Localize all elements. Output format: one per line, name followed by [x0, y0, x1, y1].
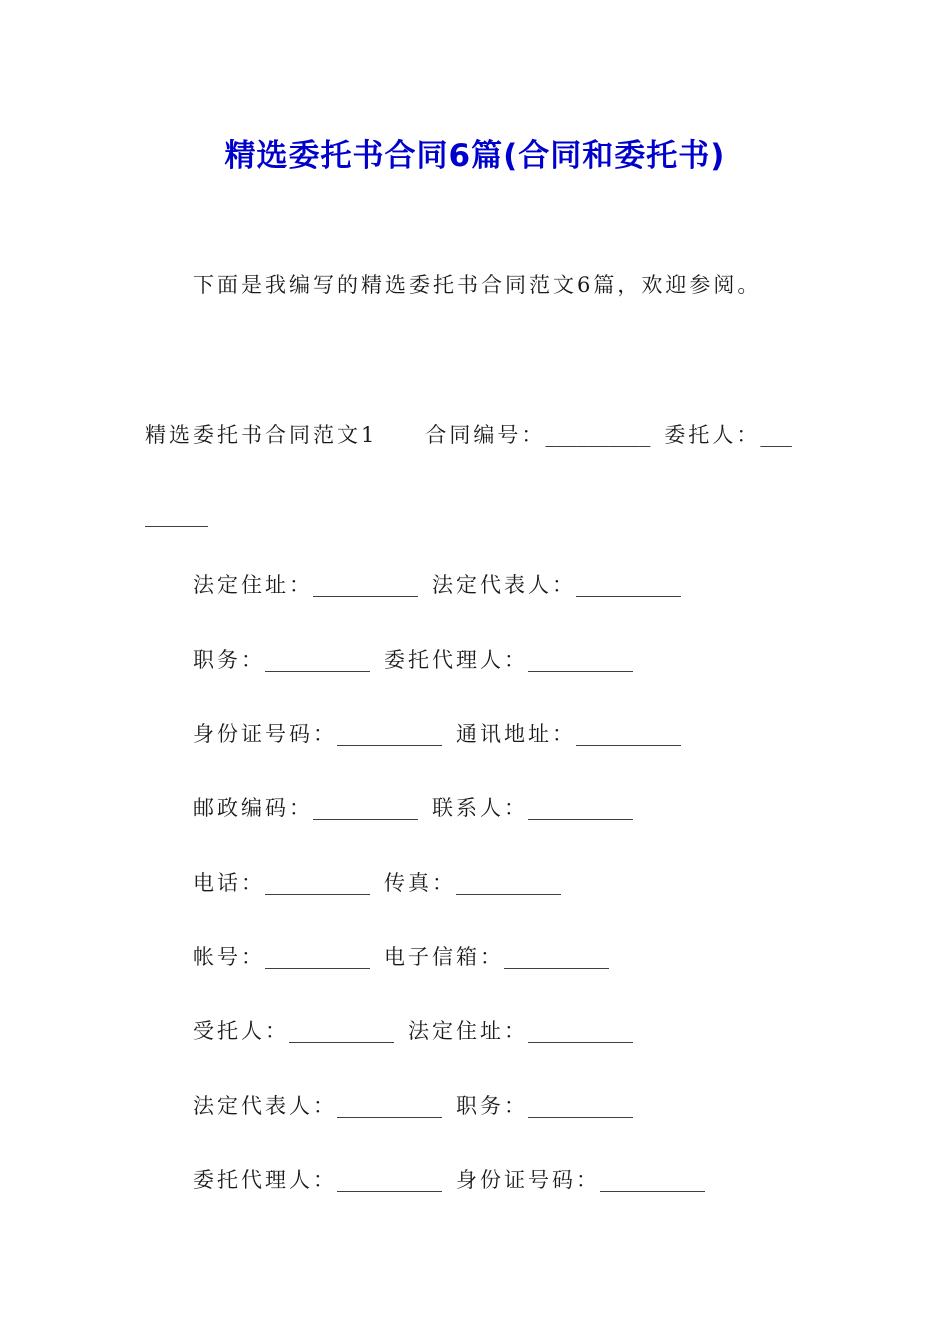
- contract-number-label: 合同编号：: [425, 423, 546, 447]
- field-label: 身份证号码：: [193, 722, 337, 746]
- field-row: [193, 1165, 705, 1195]
- document-title: 精选委托书合同6篇(合同和委托书): [224, 138, 726, 174]
- field-label: 法定代表人：: [193, 1094, 337, 1118]
- field-label: 受托人：: [193, 1019, 289, 1043]
- field-label: 电话：: [193, 871, 265, 895]
- field-blank: __________: [528, 796, 633, 820]
- field-label: 委托代理人：: [384, 648, 528, 672]
- field-label: 联系人：: [432, 796, 528, 820]
- field-label: 职务：: [193, 648, 265, 672]
- section-label: 精选委托书合同范文1: [145, 423, 378, 447]
- field-blank: __________: [456, 871, 561, 895]
- field-label: 传真：: [384, 871, 456, 895]
- field-blank: __________: [528, 1094, 633, 1118]
- field-blank: __________: [289, 1019, 394, 1043]
- field-row: [193, 1091, 633, 1121]
- field-blank: __________: [337, 1094, 442, 1118]
- intro-paragraph: 下面是我编写的精选委托书合同范文6篇，欢迎参阅。: [193, 273, 762, 297]
- field-row: [193, 719, 681, 749]
- field-blank: __________: [576, 722, 681, 746]
- field-blank: __________: [528, 648, 633, 672]
- field-label: 帐号：: [193, 945, 265, 969]
- field-blank: __________: [576, 573, 681, 597]
- client-blank: ___: [760, 423, 792, 447]
- field-row: [193, 868, 561, 898]
- field-label: 法定住址：: [408, 1019, 528, 1043]
- contract-number-blank: __________: [545, 423, 651, 447]
- field-label: 通讯地址：: [456, 722, 576, 746]
- field-row: [193, 570, 681, 600]
- client-blank-cont: ______: [145, 503, 208, 527]
- field-label: 委托代理人：: [193, 1168, 337, 1192]
- field-blank: __________: [600, 1168, 705, 1192]
- client-blank-continuation: [145, 500, 208, 530]
- field-label: 邮政编码：: [193, 796, 313, 820]
- field-blank: __________: [528, 1019, 633, 1043]
- section-heading-line: [145, 420, 792, 450]
- field-blank: __________: [337, 1168, 442, 1192]
- client-label: 委托人：: [664, 423, 761, 447]
- field-row: [193, 793, 633, 823]
- field-row: [193, 1016, 633, 1046]
- field-row: [193, 645, 633, 675]
- field-label: 身份证号码：: [456, 1168, 600, 1192]
- field-label: 职务：: [456, 1094, 528, 1118]
- field-label: 法定住址：: [193, 573, 313, 597]
- field-blank: __________: [313, 573, 418, 597]
- field-blank: __________: [313, 796, 418, 820]
- field-blank: __________: [265, 648, 370, 672]
- field-label: 法定代表人：: [432, 573, 576, 597]
- field-blank: __________: [265, 871, 370, 895]
- field-label: 电子信箱：: [384, 945, 504, 969]
- field-blank: __________: [504, 945, 609, 969]
- field-blank: __________: [265, 945, 370, 969]
- field-blank: __________: [337, 722, 442, 746]
- field-row: [193, 942, 609, 972]
